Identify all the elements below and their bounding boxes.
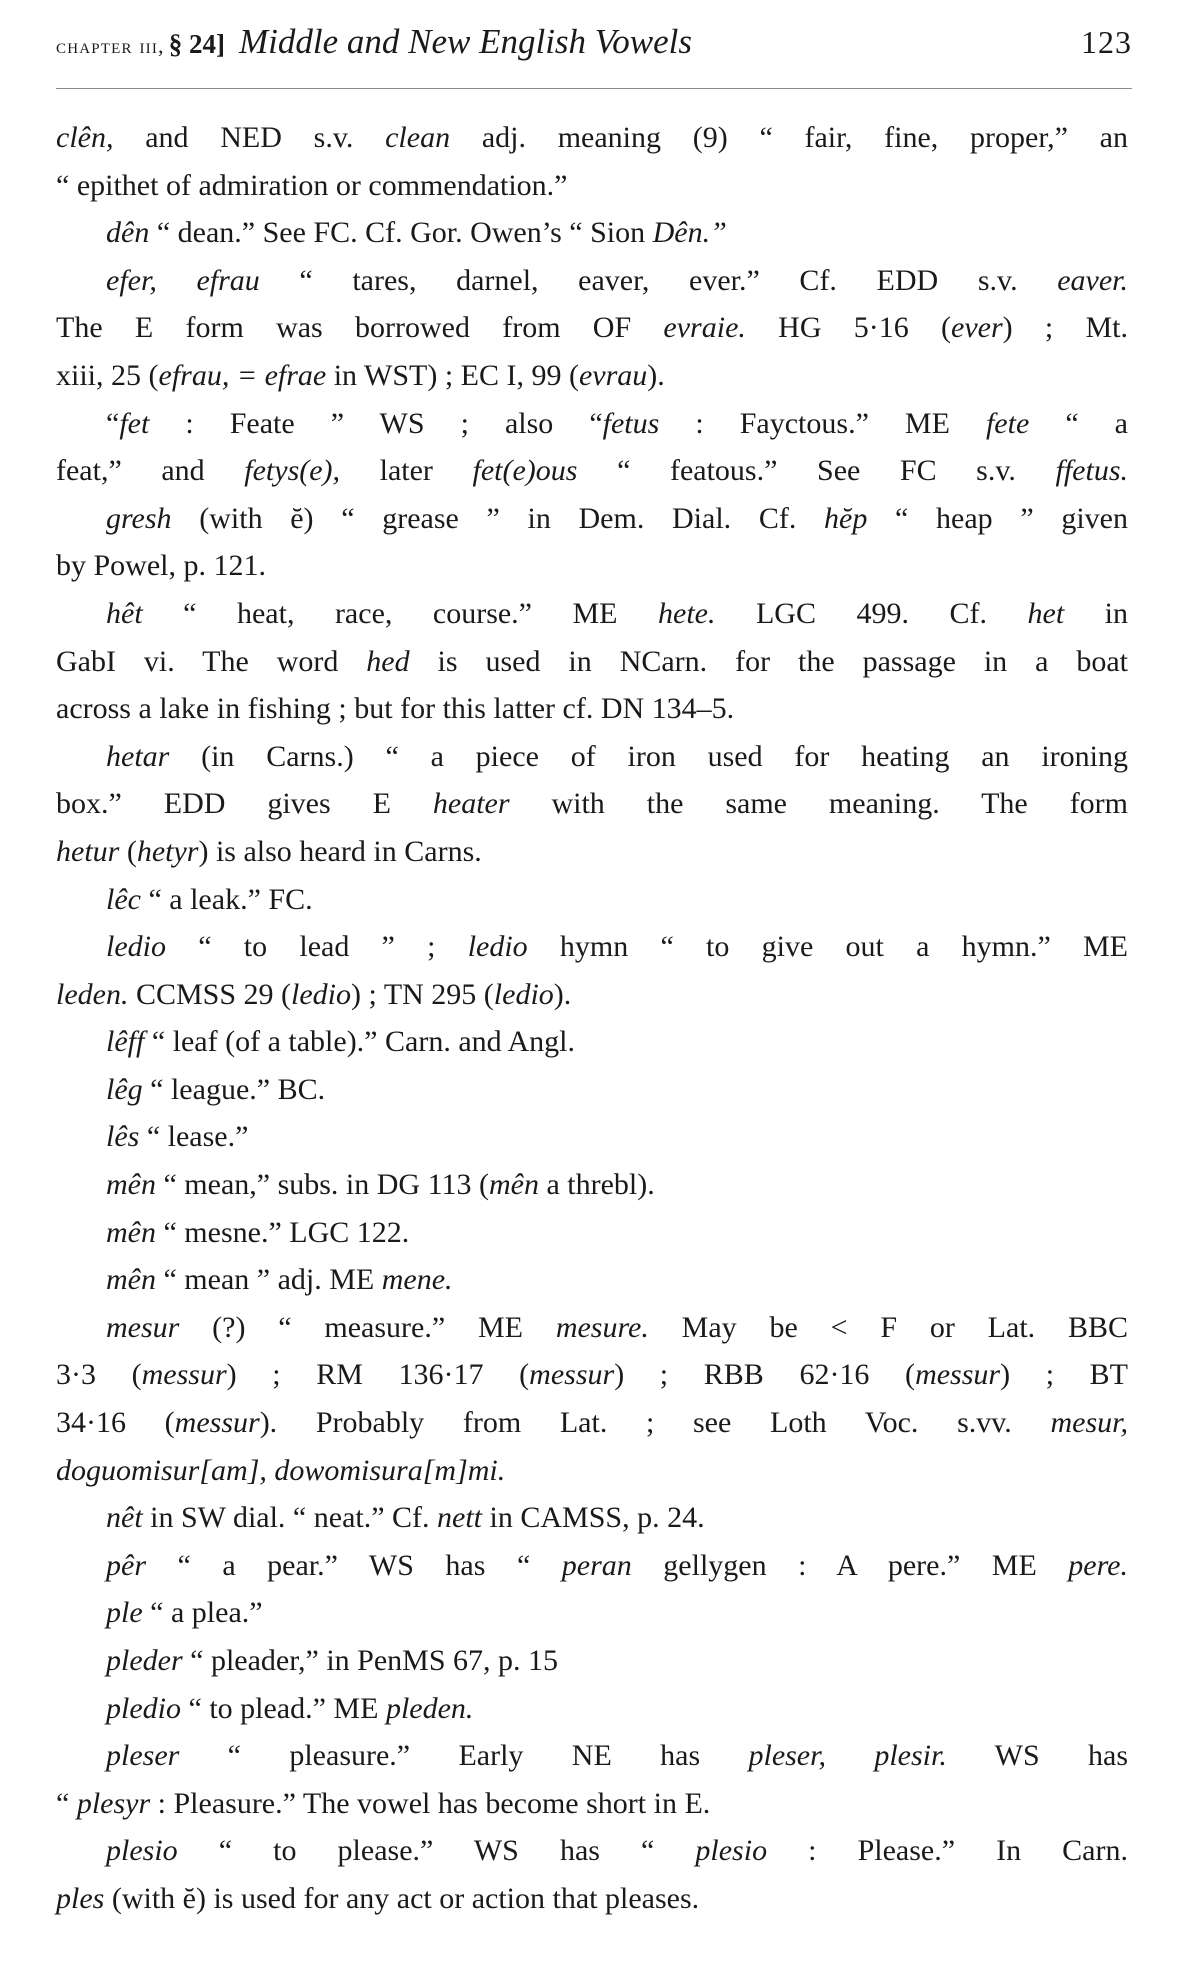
text-segment: in [1064,596,1128,630]
italic-text-segment: fet(e)ous [472,454,578,488]
italic-text-segment: heater [432,787,510,821]
text-segment: WS has [946,1739,1129,1773]
text-line [56,162,1128,210]
italic-text-segment: ledio [493,977,554,1011]
italic-text-segment: hetur [56,834,120,868]
text-segment: a threbl). [538,1168,655,1202]
text-segment: “ pleader,” in PenMS 67, p. 15 [182,1644,559,1677]
text-segment: “ a [1029,406,1128,440]
text-line [56,638,1128,686]
text-segment: gellygen : A pere.” ME [631,1548,1069,1582]
text-line [56,1637,1128,1685]
italic-text-segment: mên [106,1263,156,1297]
italic-text-segment: hetyr [136,834,199,868]
text-segment: ) ; BT [1000,1358,1129,1392]
italic-text-segment: nêt [106,1501,143,1535]
text-line [56,352,1128,400]
italic-text-segment: lêg [106,1072,143,1106]
text-segment: xiii, 25 ( [56,358,159,392]
italic-text-segment: peran [561,1548,632,1582]
text-line [56,590,1128,638]
italic-text-segment: mesure. [555,1310,649,1344]
italic-text-segment: doguomisur[am], dowomisura[m]mi. [56,1453,506,1487]
italic-text-segment: hete. [658,596,716,630]
text-segment: “ a leak.” FC. [140,882,313,916]
text-segment: ) ; Mt. [1002,311,1128,345]
text-segment: in CAMSS, p. 24. [482,1501,705,1535]
italic-text-segment: mene. [381,1263,453,1297]
text-line [56,1589,1128,1637]
italic-text-segment: mên [488,1168,539,1202]
text-line [56,1256,1128,1304]
text-line [56,257,1128,305]
text-segment: ). [553,977,572,1011]
page-number: 123 [1081,24,1132,60]
italic-text-segment: hêt [106,596,143,630]
italic-text-segment: efer, efrau [106,263,260,297]
text-line [56,1018,1128,1066]
text-line [56,1685,1128,1733]
text-segment: “ to plead.” ME [181,1691,386,1725]
italic-text-segment: eaver. [1057,263,1128,297]
chapter-label: chapter iii, [56,33,165,58]
text-line [56,1447,1128,1495]
text-segment: by Powel, p. 121. [56,549,266,583]
text-segment: HG 5·16 ( [745,311,951,345]
italic-text-segment: ledio [106,930,166,964]
italic-text-segment: hĕp [824,501,868,535]
text-segment: with the same meaning. The form [509,787,1129,821]
text-line [56,923,1128,971]
italic-text-segment: fete [985,406,1030,440]
text-segment: “ mean ” adj. ME [155,1263,382,1297]
text-segment: : Pleasure.” The vowel has become short in E. [150,1786,711,1820]
italic-text-segment: fetys(e), [244,454,341,488]
text-line [56,1351,1128,1399]
text-line [56,1494,1128,1542]
text-line [56,1209,1128,1257]
text-segment: (?) “ measure.” ME [179,1310,556,1344]
text-line [56,1780,1128,1828]
italic-text-segment: evrau [578,358,648,392]
text-segment: “ mesne.” LGC 122. [155,1215,410,1249]
text-segment: ). Probably from Lat. ; see Loth Voc. s.vv. [259,1406,1051,1440]
italic-text-segment: ledio [467,930,528,964]
text-segment: ) ; RBB 62·16 ( [614,1358,916,1392]
text-segment: ). [647,358,665,392]
page-body-text [56,114,1128,1923]
italic-text-segment: messur [174,1406,260,1440]
italic-text-segment: fetus [602,406,660,440]
italic-text-segment: ples [56,1881,105,1915]
text-line [56,1732,1128,1780]
text-segment: 3·3 ( [56,1358,142,1392]
text-segment: later [340,454,473,488]
italic-text-segment: mesur, [1050,1406,1128,1440]
text-line [56,1827,1128,1875]
text-segment: ) ; TN 295 ( [351,977,494,1011]
italic-text-segment: dên [106,216,150,250]
italic-text-segment: pleser, plesir. [748,1739,947,1773]
section-label: § 24] [168,29,225,59]
italic-text-segment: clean [385,121,451,154]
italic-text-segment: leden. [56,977,129,1011]
text-segment: ) is also heard in Carns. [198,834,482,868]
text-segment: : Please.” In Carn. [767,1834,1128,1868]
text-segment: and NED s.v. [113,121,386,154]
text-segment: ) ; RM 136·17 ( [226,1358,530,1392]
italic-text-segment: lês [106,1120,140,1154]
italic-text-segment: evraie. [663,311,746,345]
text-line [56,1304,1128,1352]
text-line [56,828,1128,876]
text-segment: GabI vi. The word [56,644,367,678]
italic-text-segment: lêff [106,1025,145,1059]
italic-text-segment: het [1027,596,1065,630]
text-segment: CCMSS 29 ( [128,977,292,1011]
text-segment: “ [106,406,120,440]
text-line [56,1113,1128,1161]
italic-text-segment: pledio [106,1691,181,1725]
italic-text-segment: pleden. [385,1691,474,1725]
text-segment: ( [119,834,137,868]
text-segment: “ pleasure.” Early NE has [179,1739,749,1773]
text-segment: May be < F or Lat. BBC [648,1310,1128,1344]
text-line [56,1066,1128,1114]
italic-text-segment: pleder [106,1644,183,1677]
text-line [56,971,1128,1019]
text-segment: : Feate ” WS ; also “ [149,406,603,440]
text-line [56,1161,1128,1209]
italic-text-segment: plesio [695,1834,768,1868]
text-segment: in SW dial. “ neat.” Cf. [142,1501,438,1535]
italic-text-segment: clên, [56,121,114,154]
italic-text-segment: mesur [106,1310,180,1344]
text-segment: across a lake in fishing ; but for this latter cf. DN 134–5. [56,692,735,726]
text-segment: in WST) ; EC I, 99 ( [326,358,579,392]
italic-text-segment: fet [119,406,150,440]
text-segment: LGC 499. Cf. [715,596,1028,630]
text-segment: The E form was borrowed from OF [56,311,664,345]
text-segment: “ a pear.” WS has “ [146,1548,562,1582]
italic-text-segment: hed [366,644,410,678]
italic-text-segment: pleser [106,1739,180,1773]
italic-text-segment: ever [951,311,1003,345]
running-header [56,22,1132,78]
italic-text-segment: nett [437,1501,483,1535]
text-segment: “ heat, race, course.” ME [142,596,659,630]
italic-text-segment: gresh [106,501,172,535]
italic-text-segment: mên [106,1215,156,1249]
text-line [56,1542,1128,1590]
text-line [56,685,1128,733]
text-segment: is used in NCarn. for the passage in a boat [409,644,1128,678]
text-line [56,1399,1128,1447]
text-segment: (with ĕ) is used for any act or action that pleases. [104,1881,700,1915]
italic-text-segment: hetar [106,739,170,773]
text-segment: “ featous.” See FC s.v. [577,454,1056,488]
text-segment: (with ĕ) “ grease ” in Dem. Dial. Cf. [171,501,825,535]
italic-text-segment: mên [106,1168,156,1202]
italic-text-segment: lêc [106,882,141,916]
text-line [56,495,1128,543]
text-segment: “ league.” BC. [142,1072,326,1106]
text-segment: feat,” and [56,454,245,488]
text-segment: “ heap ” given [867,501,1128,535]
running-title: Middle and New English Vowels [238,22,693,61]
text-segment: 34·16 ( [56,1406,175,1440]
text-segment: “ a plea.” [142,1596,263,1630]
italic-text-segment: messur [141,1358,227,1392]
italic-text-segment: plesyr [76,1786,151,1820]
italic-text-segment: efrau, = efrae [158,358,327,392]
text-line [56,1875,1128,1923]
text-line [56,304,1128,352]
italic-text-segment: ledio [291,977,352,1011]
text-segment: “ leaf (of a table).” Carn. and Angl. [144,1025,575,1059]
text-line [56,209,1128,257]
text-segment: “ dean.” See FC. Cf. Gor. Owen’s “ Sion [149,216,653,250]
text-segment: : Fayctous.” ME [659,406,986,440]
text-line [56,447,1128,495]
text-segment: (in Carns.) “ a piece of iron used for heating an ironing [169,739,1128,773]
italic-text-segment: pere. [1068,1548,1128,1582]
text-segment: “ tares, darnel, eaver, ever.” Cf. EDD s.v. [259,263,1058,297]
text-segment: “ to please.” WS has “ [177,1834,696,1868]
text-line [56,400,1128,448]
text-line [56,876,1128,924]
text-segment: hymn “ to give out a hymn.” ME [527,930,1128,964]
italic-text-segment: messur [529,1358,615,1392]
text-segment: “ lease.” [139,1120,249,1154]
text-line [56,780,1128,828]
text-segment: “ epithet of admiration or commendation.” [56,168,568,202]
italic-text-segment: ffetus. [1055,454,1128,488]
italic-text-segment: ple [106,1596,143,1630]
header-rule [56,88,1132,89]
text-segment: box.” EDD gives E [56,787,433,821]
text-line [56,114,1128,162]
italic-text-segment: pêr [106,1548,146,1582]
text-segment: adj. meaning (9) “ fair, fine, proper,” an [450,121,1128,154]
text-segment: “ [56,1786,77,1820]
text-segment: “ mean,” subs. in DG 113 ( [155,1168,489,1202]
italic-text-segment: messur [915,1358,1001,1392]
text-line [56,542,1128,590]
text-line [56,733,1128,781]
text-segment: “ to lead ” ; [166,930,468,964]
italic-text-segment: Dên.” [652,216,727,250]
italic-text-segment: plesio [106,1834,178,1868]
